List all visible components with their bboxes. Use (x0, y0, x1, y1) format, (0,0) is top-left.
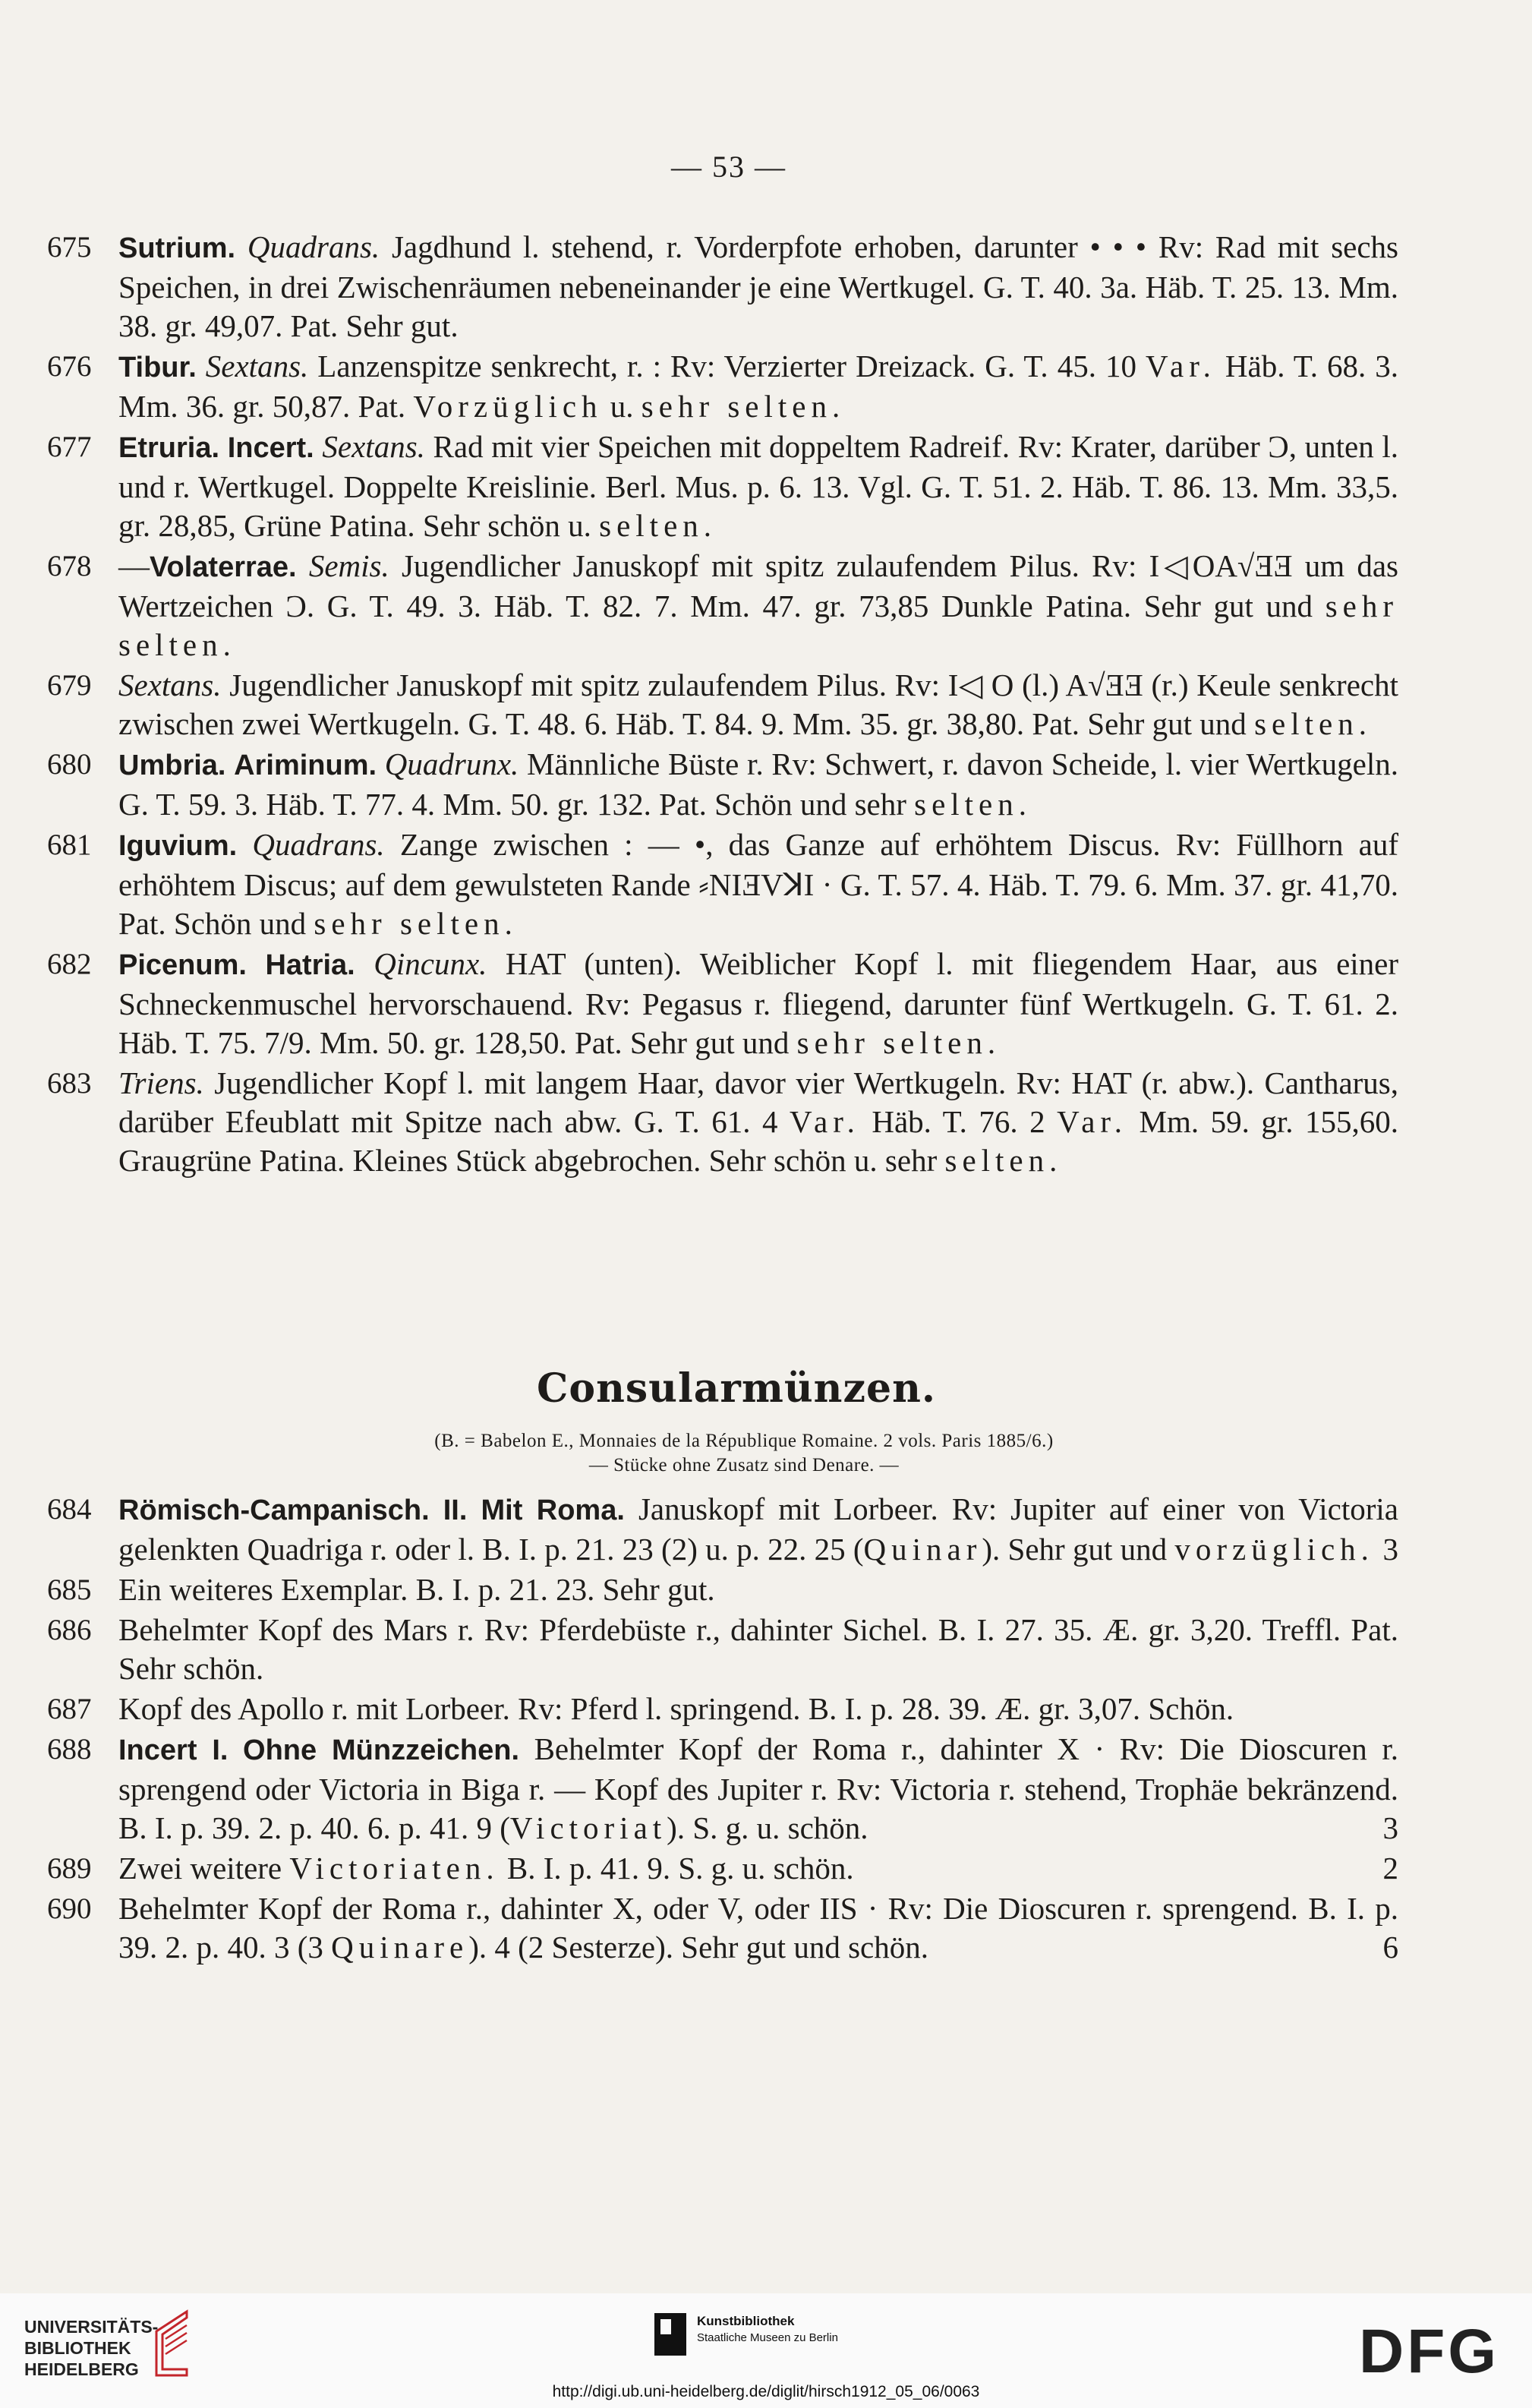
entry-text (377, 746, 385, 781)
entry-number: 690 (47, 1892, 92, 1925)
entry-text (467, 1491, 481, 1526)
entry-number: 687 (47, 1693, 92, 1725)
entry-text: sehr selten. (641, 389, 846, 424)
entry-number: 683 (47, 1067, 92, 1100)
page-footer (0, 2293, 1532, 2408)
entry-text: sehr selten. (314, 906, 518, 941)
entry-text: selten. (1254, 706, 1372, 741)
section-note-denare: — Stücke ohne Zusatz sind Denare. — (588, 1455, 900, 1475)
entry-heading: Volaterrae. (150, 551, 297, 583)
catalog-entry (47, 1730, 1398, 1848)
catalog-entry (47, 1690, 1398, 1728)
entry-text: Zange zwischen : — •, das Ganze auf erhöhtem Discus. Rv: Füllhorn auf erhöhtem Discus; auf dem gewulsteten Rande ⸗NIƎVꓘI · G. T. 57. 4. Häb. T. 79. 6. Mm. 37. gr. 41,70. Pat. Schön und (118, 827, 1398, 941)
entry-text (197, 349, 206, 383)
catalog-entry (47, 347, 1398, 426)
catalog-entries-greek-italic (47, 228, 1398, 1182)
entry-text: Rad mit vier Speichen mit doppeltem Radreif. Rv: Krater, darüber Ͻ, unten l. und r. Wertkugel. Doppelte Kreislinie. Berl. Mus. p. 6. 13. Vgl. G. T. 51. 2. Häb. T. 86. 13. Mm. 33,5. gr. 28,85, Grüne Patina. Sehr schön u. (118, 429, 1399, 543)
entry-text: vorzüglich. (1174, 1532, 1374, 1567)
entry-heading: Iguvium. (118, 830, 238, 862)
entry-text: Januskopf mit Lorbeer. Rv: Jupiter auf einer von Victoria gelenkten Quadriga r. oder l. B. I. p. 21. 23 (2) u. p. 22. 25 ( (118, 1491, 1398, 1567)
entry-text: selten. (599, 508, 717, 543)
entry-heading: Hatria. (265, 949, 355, 981)
coin-denomination: Sextans. (205, 349, 309, 383)
entry-text (430, 1491, 443, 1526)
entry-heading: Umbria. (118, 750, 226, 781)
dfg-logo[interactable]: DFG (1359, 2317, 1500, 2386)
entry-heading: Mit Roma. (481, 1494, 625, 1526)
coin-denomination: Quadrans. (247, 229, 380, 264)
entry-text: selten. (914, 787, 1032, 822)
entry-heading: Tibur. (118, 352, 197, 383)
entry-text: Behelmter Kopf der Roma r., dahinter X, oder V, oder IIS · Rv: Die Dioscuren r. sprengend. B. I. p. 39. 2. p. 40. 3 (3 (118, 1891, 1398, 1965)
entry-text: Männliche Büste r. Rv: Schwert, r. davon Scheide, l. vier Wertkugeln. G. T. 59. 3. Häb. T. 77. 4. Mm. 50. gr. 132. Pat. Schön und sehr (118, 746, 1399, 822)
entry-text: Behelmter Kopf des Mars r. Rv: Pferdebüste r., dahinter Sichel. B. I. 27. 35. Æ. gr. 3,20. Treffl. Pat. Sehr schön. (118, 1612, 1398, 1686)
entry-text: ). S. g. u. schön. (667, 1810, 868, 1845)
coin-denomination: Sextans. (118, 667, 222, 702)
entry-text: — (118, 548, 150, 583)
entry-text: Behelmter Kopf der Roma r., dahinter X · Rv: Die Dioscuren r. sprengend oder Victoria in Biga r. — Kopf des Jupiter r. Rv: Victoria r. stehend, Trophäe bekränzend. B. I. p. 39. 2. p. 40. 6. p. 41. 9 ( (118, 1731, 1398, 1845)
entry-text (228, 1731, 243, 1766)
entry-description (118, 1064, 1398, 1180)
kb-subtitle: Staatliche Museen zu Berlin (697, 2331, 838, 2344)
entry-text: selten. (944, 1143, 1063, 1178)
entry-heading: Etruria. (118, 432, 220, 464)
entry-count: 3 (1382, 1810, 1398, 1845)
entry-count: 6 (1382, 1930, 1398, 1965)
entry-number: 676 (47, 350, 92, 383)
coin-denomination: Quadrunx. (384, 746, 519, 781)
entry-text: u. (602, 389, 641, 424)
entry-text (225, 746, 234, 781)
catalog-entry (47, 1611, 1398, 1688)
entry-text: Häb. T. 76. 2 (859, 1104, 1058, 1139)
entry-description (118, 945, 1398, 1062)
catalog-entry (47, 666, 1398, 743)
uni-line-1: UNIVERSITÄTS- (24, 2317, 159, 2337)
entry-number: 675 (47, 231, 92, 264)
entry-text: ). Sehr gut und (982, 1532, 1175, 1567)
uni-line-2: BIBLIOTHEK (24, 2338, 131, 2358)
entry-text (355, 946, 374, 981)
entry-heading: Ohne Münzzeichen. (243, 1734, 520, 1766)
entry-text (297, 548, 309, 583)
section-title: Consularmünzen. (537, 1365, 936, 1412)
catalog-entry (47, 228, 1398, 346)
entry-text: Häb. T. 68. 3. Mm. 36. gr. 50,87. Pat. (118, 349, 1398, 424)
section-note-reference: (B. = Babelon E., Monnaies de la République Romaine. 2 vols. Paris 1885/6.) (434, 1431, 1054, 1451)
entry-number: 681 (47, 828, 92, 861)
entry-description (118, 1730, 1398, 1848)
entry-text: Jugendlicher Januskopf mit spitz zulaufendem Pilus. Rv: I◁ O (l.) A√ƎƎ (r.) Keule senkrecht zwischen zwei Wertkugeln. G. T. 48. 6. Häb. T. 84. 9. Mm. 35. gr. 38,80. Pat. Sehr gut und (118, 667, 1398, 741)
entry-number: 678 (47, 550, 92, 582)
entry-description (118, 825, 1398, 943)
catalog-entry (47, 1570, 1398, 1609)
entry-text: Quinar (863, 1532, 982, 1567)
catalog-entry (47, 428, 1398, 545)
entry-number: 682 (47, 948, 92, 980)
entry-text: sehr selten. (796, 1025, 1001, 1060)
entry-text: Lanzenspitze senkrecht, r. : Rv: Verzierter Dreizack. G. T. 45. 10 (308, 349, 1146, 383)
coin-denomination: Triens. (118, 1065, 204, 1100)
entry-description (118, 1849, 1398, 1888)
entry-text: Mm. 59. gr. 155,60. Graugrüne Patina. Kleines Stück abgebrochen. Sehr schön u. sehr (118, 1104, 1398, 1178)
catalog-entry (47, 1889, 1398, 1967)
entry-heading: Sutrium. (118, 232, 236, 264)
entry-text: HAT (unten). Weiblicher Kopf l. mit fliegendem Haar, aus einer Schneckenmuschel hervorschauend. Rv: Pegasus r. fliegend, darunter fünf Wertkugeln. G. T. 61. 2. Häb. T. 75. 7/9. Mm. 50. gr. 128,50. Pat. Sehr gut und (118, 946, 1399, 1060)
entry-text (247, 946, 266, 981)
entry-number: 679 (47, 669, 92, 702)
entry-text (235, 229, 247, 264)
coin-denomination: Semis. (308, 548, 389, 583)
university-library-logo-text[interactable] (24, 2316, 158, 2380)
catalog-entry (47, 1490, 1398, 1569)
kunstbibliothek-logo-icon (654, 2313, 686, 2356)
catalog-entry (47, 745, 1398, 824)
entry-text: Var. (1145, 349, 1216, 383)
permalink-url[interactable]: http://digi.ub.uni-heidelberg.de/diglit/hirsch1912_05_06/0063 (552, 2383, 980, 2400)
entry-number: 688 (47, 1733, 92, 1766)
kunstbibliothek-text[interactable] (697, 2313, 838, 2346)
entry-number: 686 (47, 1614, 92, 1646)
entry-description (118, 1570, 1398, 1609)
entry-text: ). 4 (2 Sesterze). Sehr gut und schön. (468, 1930, 928, 1965)
entry-text: sehr selten. (118, 589, 1398, 662)
catalog-entry (47, 825, 1398, 943)
catalog-entry (47, 945, 1398, 1062)
entry-text: Quinare (331, 1930, 469, 1965)
entry-text: Jugendlicher Januskopf mit spitz zulaufendem Pilus. Rv: I◁OA√ƎƎ um das Wertzeichen Ͻ. G. T. 49. 3. Häb. T. 82. 7. Mm. 47. gr. 73,85 Dunkle Patina. Sehr gut und (118, 548, 1398, 623)
page-number: — 53 — (671, 150, 786, 184)
entry-text: Jagdhund l. stehend, r. Vorderpfote erhoben, darunter • • • Rv: Rad mit sechs Speichen, in drei Zwischenräumen nebeneinander je eine Wertkugel. G. T. 40. 3a. Häb. T. 25. 13. Mm. 38. gr. 49,07. Pat. Sehr gut. (118, 229, 1398, 343)
entry-text (219, 429, 228, 464)
entry-description (118, 1490, 1398, 1569)
entry-text: B. I. p. 41. 9. S. g. u. schön. (499, 1851, 854, 1886)
entry-text: Var. (1057, 1104, 1128, 1139)
entry-text: Var. (789, 1104, 860, 1139)
catalog-entry (47, 1849, 1398, 1888)
uni-line-3: HEIDELBERG (24, 2359, 139, 2379)
entry-text: Ein weiteres Exemplar. B. I. p. 21. 23. Sehr gut. (118, 1572, 715, 1607)
entry-text: Kopf des Apollo r. mit Lorbeer. Rv: Pferd l. springend. B. I. p. 28. 39. Æ. gr. 3,07. Schön. (118, 1691, 1234, 1726)
entry-heading: Incert I. (118, 1734, 229, 1766)
coin-denomination: Qincunx. (374, 946, 487, 981)
entry-text: Vorzüglich (413, 389, 603, 424)
entry-description (118, 547, 1398, 664)
entry-number: 684 (47, 1493, 92, 1526)
entry-description (118, 745, 1398, 824)
catalog-entries-consular (47, 1490, 1398, 1968)
entry-description (118, 428, 1398, 545)
catalog-entry (47, 1064, 1398, 1180)
entry-heading: Picenum. (118, 949, 247, 981)
entry-text (314, 429, 323, 464)
kb-title: Kunstbibliothek (697, 2314, 795, 2328)
university-library-logo-icon (149, 2309, 194, 2378)
entry-text: Victoriat (509, 1810, 667, 1845)
coin-denomination: Sextans. (322, 429, 425, 464)
entry-heading: Römisch-Campanisch. (118, 1494, 430, 1526)
entry-heading: Ariminum. (234, 750, 377, 781)
entry-number: 680 (47, 748, 92, 781)
coin-denomination: Quadrans. (252, 827, 385, 862)
entry-number: 689 (47, 1852, 92, 1885)
catalog-entry (47, 547, 1398, 664)
entry-description (118, 1611, 1398, 1688)
entry-heading: Incert. (227, 432, 314, 464)
entry-text: Victoriaten. (289, 1851, 500, 1886)
entry-heading: II. (443, 1494, 468, 1526)
entry-description (118, 1690, 1398, 1728)
entry-description (118, 228, 1398, 346)
entry-text (237, 827, 252, 862)
entry-text: Jugendlicher Kopf l. mit langem Haar, davor vier Wertkugeln. Rv: HAT (r. abw.). Cantharus, darüber Efeublatt mit Spitze nach abw. G. T. 61. 4 (118, 1065, 1398, 1139)
entry-description (118, 347, 1398, 426)
entry-count: 3 (1382, 1532, 1398, 1567)
entry-text: Zwei weitere (118, 1851, 290, 1886)
entry-description (118, 666, 1398, 743)
entry-count: 2 (1382, 1851, 1398, 1886)
entry-description (118, 1889, 1398, 1967)
entry-number: 685 (47, 1573, 92, 1606)
entry-number: 677 (47, 431, 92, 463)
